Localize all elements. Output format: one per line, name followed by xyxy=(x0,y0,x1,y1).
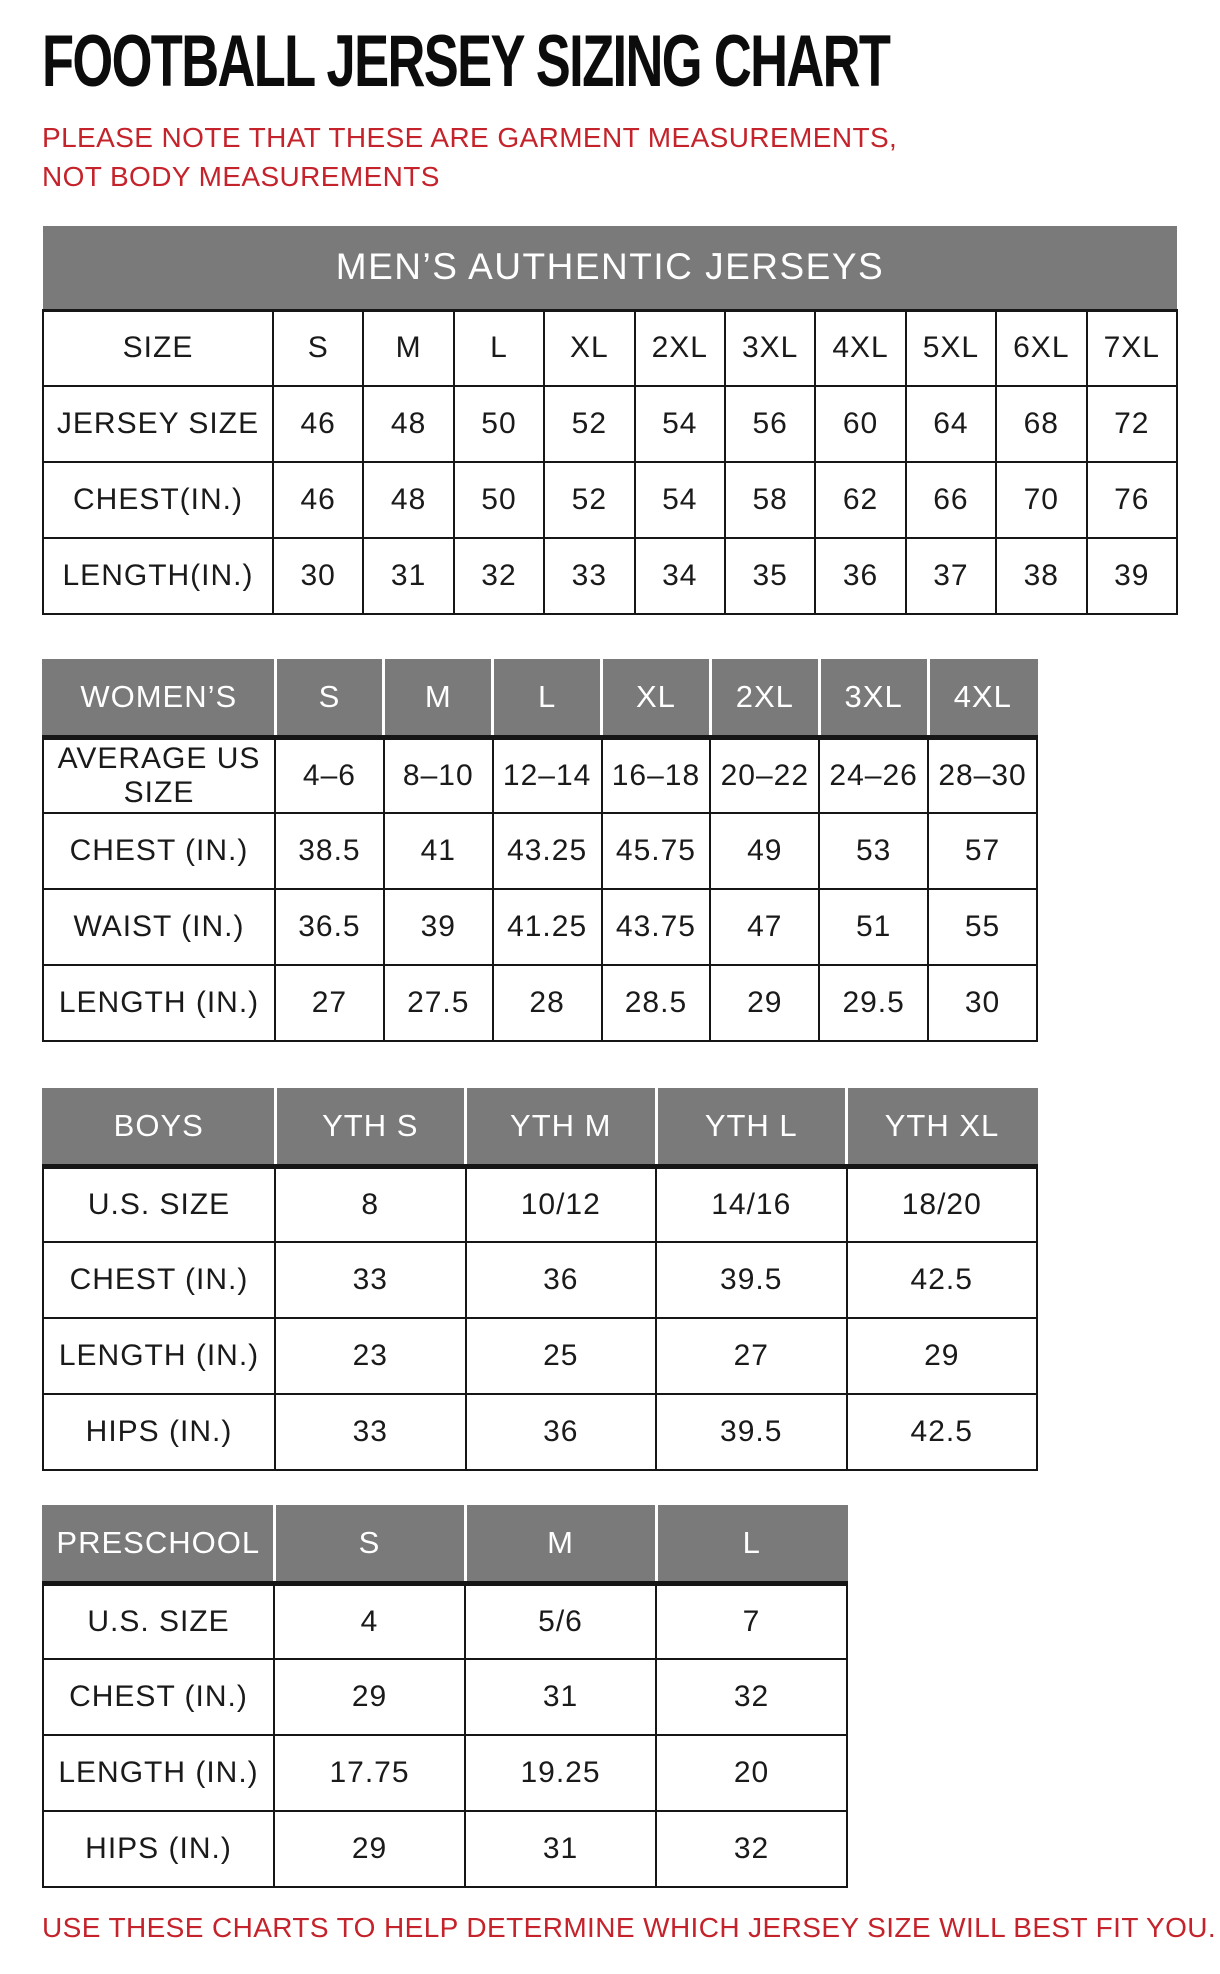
size-cell: 29 xyxy=(274,1659,465,1735)
size-cell: 33 xyxy=(544,538,634,614)
size-cell: 47 xyxy=(710,889,819,965)
table-row xyxy=(43,813,1037,889)
column-header: L xyxy=(493,659,602,737)
size-cell: 72 xyxy=(1087,386,1177,462)
row-label: LENGTH(IN.) xyxy=(43,538,273,614)
size-cell: 41.25 xyxy=(493,889,602,965)
size-cell: 27 xyxy=(656,1318,847,1394)
row-label: HIPS (IN.) xyxy=(43,1811,274,1887)
column-header: S xyxy=(275,659,384,737)
size-cell: 60 xyxy=(815,386,905,462)
preschool-table xyxy=(42,1505,848,1888)
table-title-cell: PRESCHOOL xyxy=(43,1505,274,1583)
column-header: 3XL xyxy=(819,659,928,737)
size-cell: 39.5 xyxy=(656,1242,847,1318)
size-cell: 55 xyxy=(928,889,1037,965)
size-cell: 29.5 xyxy=(819,965,928,1041)
size-cell: 39 xyxy=(1087,538,1177,614)
size-cell: 29 xyxy=(847,1318,1038,1394)
column-header: M xyxy=(384,659,493,737)
size-cell: 53 xyxy=(819,813,928,889)
column-header: YTH XL xyxy=(847,1088,1038,1166)
size-cell: M xyxy=(363,310,453,386)
size-cell: 27.5 xyxy=(384,965,493,1041)
table-row xyxy=(43,386,1177,462)
table-row xyxy=(43,1166,1037,1242)
size-tables xyxy=(42,226,1200,1888)
size-cell: 33 xyxy=(275,1242,466,1318)
size-cell: 28–30 xyxy=(928,737,1037,813)
table-header-row xyxy=(43,1505,847,1583)
column-header: 4XL xyxy=(928,659,1037,737)
size-cell: S xyxy=(273,310,363,386)
table-row xyxy=(43,1811,847,1887)
size-cell: 62 xyxy=(815,462,905,538)
womens-table xyxy=(42,659,1038,1042)
size-cell: 6XL xyxy=(996,310,1086,386)
size-cell: 39 xyxy=(384,889,493,965)
size-cell: 56 xyxy=(725,386,815,462)
column-header: XL xyxy=(602,659,711,737)
size-cell: 20–22 xyxy=(710,737,819,813)
size-cell: L xyxy=(454,310,544,386)
size-cell: 70 xyxy=(996,462,1086,538)
table-title-cell: WOMEN’S xyxy=(43,659,275,737)
size-cell: 3XL xyxy=(725,310,815,386)
size-cell: 4–6 xyxy=(275,737,384,813)
size-cell: 35 xyxy=(725,538,815,614)
size-cell: 38 xyxy=(996,538,1086,614)
size-cell: 52 xyxy=(544,386,634,462)
table-row xyxy=(43,1583,847,1659)
size-cell: 51 xyxy=(819,889,928,965)
size-cell: 54 xyxy=(635,462,725,538)
row-label: LENGTH (IN.) xyxy=(43,965,275,1041)
size-cell: 29 xyxy=(274,1811,465,1887)
row-label: LENGTH (IN.) xyxy=(43,1735,274,1811)
footer-note: USE THESE CHARTS TO HELP DETERMINE WHICH JERSEY SIZE WILL BEST FIT YOU. xyxy=(42,1912,1217,1944)
measurement-note: PLEASE NOTE THAT THESE ARE GARMENT MEASUREMENTS, NOT BODY MEASUREMENTS xyxy=(42,122,898,193)
size-cell: 37 xyxy=(906,538,996,614)
size-cell: 36 xyxy=(466,1242,657,1318)
table-row xyxy=(43,1318,1037,1394)
size-cell: 23 xyxy=(275,1318,466,1394)
table-row xyxy=(43,965,1037,1041)
size-cell: 39.5 xyxy=(656,1394,847,1470)
size-cell: XL xyxy=(544,310,634,386)
size-cell: 43.75 xyxy=(602,889,711,965)
mens-table xyxy=(42,226,1178,615)
page-title: FOOTBALL JERSEY SIZING CHART xyxy=(42,19,890,102)
size-cell: 48 xyxy=(363,462,453,538)
size-cell: 20 xyxy=(656,1735,847,1811)
row-label: AVERAGE US SIZE xyxy=(43,737,275,813)
row-label: CHEST (IN.) xyxy=(43,813,275,889)
size-cell: 48 xyxy=(363,386,453,462)
size-cell: 17.75 xyxy=(274,1735,465,1811)
size-cell: 49 xyxy=(710,813,819,889)
column-header: L xyxy=(656,1505,847,1583)
size-cell: 42.5 xyxy=(847,1394,1038,1470)
size-cell: 32 xyxy=(656,1659,847,1735)
table-header-row xyxy=(43,1088,1037,1166)
size-cell: 58 xyxy=(725,462,815,538)
size-cell: 31 xyxy=(465,1659,656,1735)
size-cell: 33 xyxy=(275,1394,466,1470)
size-cell: 68 xyxy=(996,386,1086,462)
table-row xyxy=(43,538,1177,614)
size-cell: 38.5 xyxy=(275,813,384,889)
size-cell: 4 xyxy=(274,1583,465,1659)
size-cell: 16–18 xyxy=(602,737,711,813)
size-cell: 5XL xyxy=(906,310,996,386)
size-cell: 18/20 xyxy=(847,1166,1038,1242)
size-cell: 8 xyxy=(275,1166,466,1242)
size-cell: 10/12 xyxy=(466,1166,657,1242)
size-cell: 31 xyxy=(465,1811,656,1887)
size-cell: 31 xyxy=(363,538,453,614)
size-cell: 28.5 xyxy=(602,965,711,1041)
table-row xyxy=(43,462,1177,538)
column-header: YTH L xyxy=(656,1088,847,1166)
table-row xyxy=(43,889,1037,965)
row-label: LENGTH (IN.) xyxy=(43,1318,275,1394)
size-cell: 57 xyxy=(928,813,1037,889)
table-row xyxy=(43,1735,847,1811)
size-cell: 32 xyxy=(454,538,544,614)
row-label: HIPS (IN.) xyxy=(43,1394,275,1470)
column-header: YTH M xyxy=(466,1088,657,1166)
size-cell: 24–26 xyxy=(819,737,928,813)
row-label: WAIST (IN.) xyxy=(43,889,275,965)
size-cell: 42.5 xyxy=(847,1242,1038,1318)
table-title-cell: BOYS xyxy=(43,1088,275,1166)
size-cell: 8–10 xyxy=(384,737,493,813)
size-cell: 45.75 xyxy=(602,813,711,889)
table-row xyxy=(43,737,1037,813)
table-banner-row xyxy=(43,226,1177,310)
size-cell: 27 xyxy=(275,965,384,1041)
boys-table xyxy=(42,1088,1038,1471)
size-cell: 50 xyxy=(454,386,544,462)
table-row xyxy=(43,1659,847,1735)
size-cell: 36 xyxy=(466,1394,657,1470)
size-cell: 19.25 xyxy=(465,1735,656,1811)
size-cell: 12–14 xyxy=(493,737,602,813)
size-cell: 4XL xyxy=(815,310,905,386)
size-cell: 64 xyxy=(906,386,996,462)
table-row xyxy=(43,1242,1037,1318)
table-header-row xyxy=(43,659,1037,737)
size-cell: 36.5 xyxy=(275,889,384,965)
size-cell: 30 xyxy=(928,965,1037,1041)
column-header: YTH S xyxy=(275,1088,466,1166)
size-cell: 36 xyxy=(815,538,905,614)
size-cell: 50 xyxy=(454,462,544,538)
size-cell: 5/6 xyxy=(465,1583,656,1659)
size-cell: 7XL xyxy=(1087,310,1177,386)
column-header: S xyxy=(274,1505,465,1583)
column-header: M xyxy=(465,1505,656,1583)
size-cell: 30 xyxy=(273,538,363,614)
size-cell: 41 xyxy=(384,813,493,889)
size-cell: 34 xyxy=(635,538,725,614)
size-cell: 66 xyxy=(906,462,996,538)
table-row xyxy=(43,310,1177,386)
table-row xyxy=(43,1394,1037,1470)
size-cell: 52 xyxy=(544,462,634,538)
size-cell: 2XL xyxy=(635,310,725,386)
size-cell: 43.25 xyxy=(493,813,602,889)
size-cell: 46 xyxy=(273,386,363,462)
table-banner: MEN’S AUTHENTIC JERSEYS xyxy=(43,226,1177,310)
size-cell: 29 xyxy=(710,965,819,1041)
column-header: 2XL xyxy=(710,659,819,737)
size-cell: 46 xyxy=(273,462,363,538)
row-label: U.S. SIZE xyxy=(43,1166,275,1242)
row-label: CHEST(IN.) xyxy=(43,462,273,538)
size-cell: 7 xyxy=(656,1583,847,1659)
size-cell: 54 xyxy=(635,386,725,462)
size-cell: 14/16 xyxy=(656,1166,847,1242)
row-label: CHEST (IN.) xyxy=(43,1659,274,1735)
row-label: U.S. SIZE xyxy=(43,1583,274,1659)
size-cell: 28 xyxy=(493,965,602,1041)
size-cell: 32 xyxy=(656,1811,847,1887)
size-cell: 76 xyxy=(1087,462,1177,538)
row-label: JERSEY SIZE xyxy=(43,386,273,462)
row-label: CHEST (IN.) xyxy=(43,1242,275,1318)
size-cell: 25 xyxy=(466,1318,657,1394)
row-label: SIZE xyxy=(43,310,273,386)
